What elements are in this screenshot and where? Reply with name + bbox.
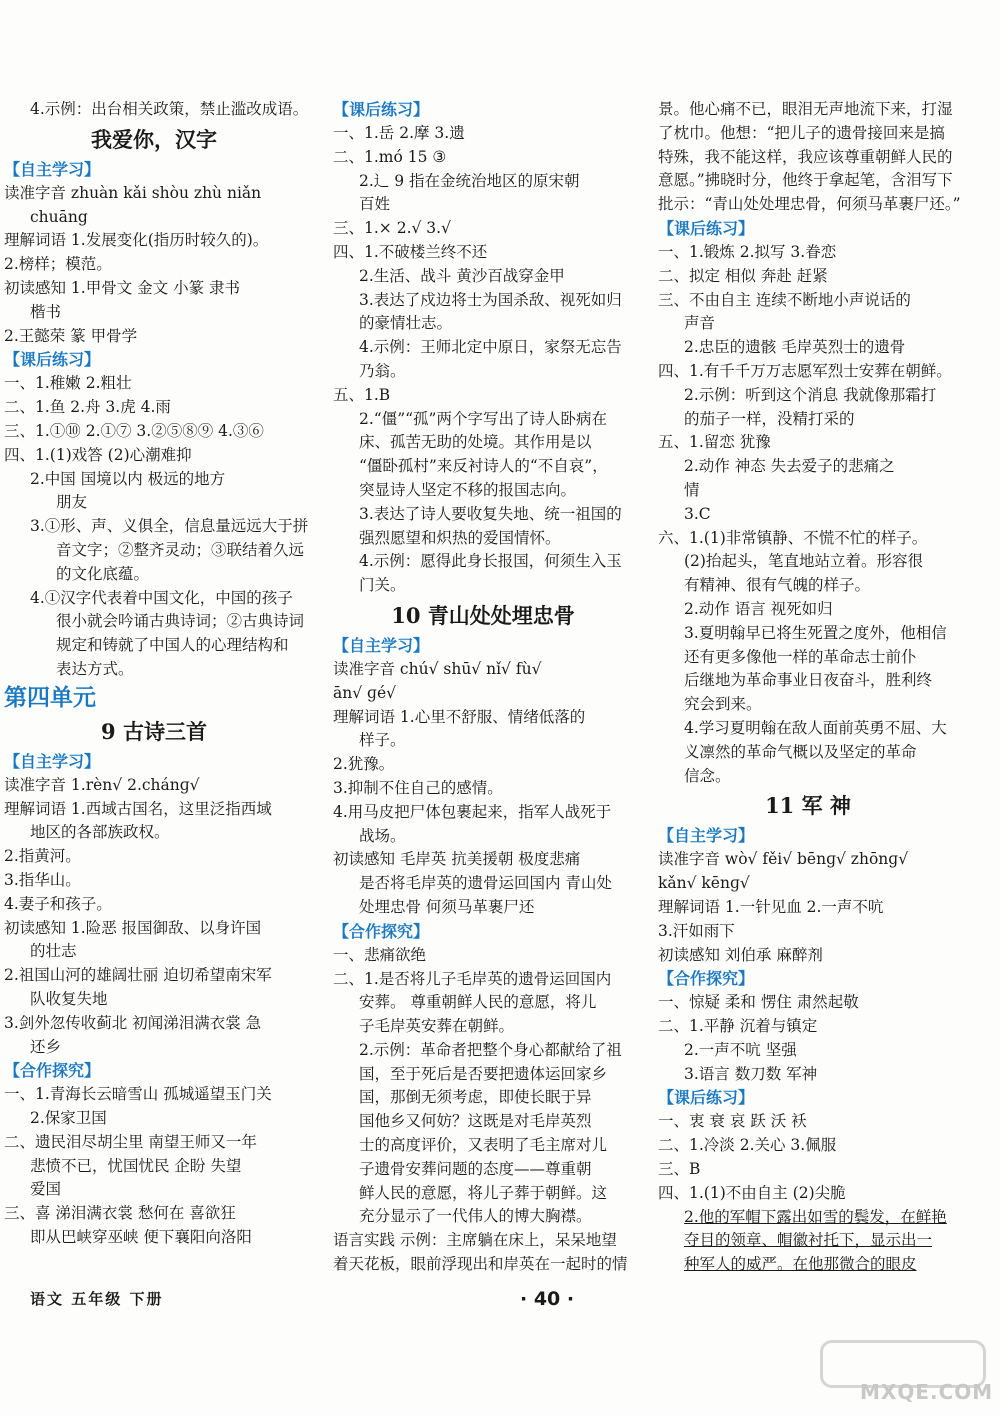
answer-line: 音文字；②整齐灵动；③联结着久远 xyxy=(56,540,305,559)
answer-line: 士的高度评价，又表明了毛主席对儿 xyxy=(359,1136,608,1155)
answer-line: 有精神、很有气魄的样子。 xyxy=(684,576,871,595)
answer-line: 3.C xyxy=(684,504,711,523)
answer-line: 即从巴峡穿巫峡 便下襄阳向洛阳 xyxy=(30,1228,252,1247)
answer-line: 二、1.冷淡 2.关心 3.佩服 xyxy=(658,1136,837,1155)
section-heading-label: 自主学习 xyxy=(20,751,85,771)
answer-line: 三、1.①⑩ 2.①⑦ 3.②⑤⑧⑨ 4.③⑥ xyxy=(4,421,264,440)
bracket-right: 】 xyxy=(738,1088,755,1108)
answer-line: (2)抬起头，笔直地站立着。形容很 xyxy=(684,552,923,571)
answer-line: 队收复失地 xyxy=(30,989,108,1008)
answer-line: 声音 xyxy=(684,314,716,333)
answer-line: 3.抑制不住自己的感情。 xyxy=(333,778,503,797)
answer-line: 3.汗如雨下 xyxy=(658,921,735,940)
bracket-left: 【 xyxy=(658,969,675,989)
answer-line: 3.语言 数刀数 军神 xyxy=(684,1064,818,1083)
answer-line: 三、喜 涕泪满衣裳 愁何在 喜欲狂 xyxy=(4,1204,236,1223)
section-heading-label: 课后练习 xyxy=(20,350,85,370)
answer-line: 的文化底蕴。 xyxy=(56,564,150,583)
answer-line: 子遗骨安葬问题的态度——尊重朝 xyxy=(359,1159,592,1178)
bracket-left: 【 xyxy=(333,100,350,119)
bracket-right: 】 xyxy=(84,1061,101,1081)
answer-line: 鲜人民的意愿，将儿子葬于朝鲜。这 xyxy=(359,1183,608,1202)
answer-line: 四、1.(1)不由自主 (2)尖脆 xyxy=(658,1183,846,1202)
answer-line: 2.示例：革命者把整个身心都献给了祖 xyxy=(359,1040,622,1059)
answer-line: 2.保家卫国 xyxy=(30,1109,107,1128)
answer-line: 三、B xyxy=(658,1160,701,1179)
bracket-left: 【 xyxy=(4,159,21,179)
answer-line: 着天花板，眼前浮现出和岸英在一起时的情 xyxy=(333,1255,628,1274)
answer-line: 一、1.青海长云暗雪山 孤城遥望玉门关 xyxy=(4,1085,272,1104)
answer-line: 4.示例：王师北定中原日，家祭无忘告 xyxy=(359,338,622,357)
answer-line: 理解词语 1.心里不舒服、情绪低落的 xyxy=(333,707,586,726)
lesson-title: 9 古诗三首 xyxy=(101,718,207,744)
column-left xyxy=(4,98,309,1250)
answer-line: 理解词语 1.发展变化(指历时较久的)。 xyxy=(4,231,269,250)
bracket-right: 】 xyxy=(413,921,430,941)
answer-line: 读准字音 1.rèn√ 2.chánɡ√ xyxy=(4,775,200,794)
answer-line: 2.祖国山河的雄阔壮丽 迫切希望南宋军 xyxy=(4,966,272,985)
answer-line: 种军人的威严。在他那微合的眼皮 xyxy=(684,1255,917,1274)
answer-line: 意愿。”拂晓时分，他终于拿起笔，含泪写下 xyxy=(658,171,953,190)
answer-line: kǎn√ kēnɡ√ xyxy=(658,874,750,893)
answer-line: 2.榜样；模范。 xyxy=(4,255,112,274)
answer-line: 4.①汉字代表着中国文化，中国的孩子 xyxy=(30,588,293,607)
answer-line: 4.示例：出台相关政策，禁止滥改成语。 xyxy=(30,100,309,118)
answer-line: 爱国 xyxy=(30,1180,62,1199)
answer-line: 乃翁。 xyxy=(359,361,406,380)
answer-line: 规定和铸就了中国人的心理结构和 xyxy=(56,636,289,655)
bracket-right: 】 xyxy=(413,100,430,119)
section-heading xyxy=(333,98,633,122)
answer-line: 床、孤苦无助的处境。其作用是以 xyxy=(359,433,592,452)
answer-line: 二、遗民泪尽胡尘里 南望王师又一年 xyxy=(4,1132,257,1151)
answer-line: 3.表达了戍边将士为国杀敌、视死如归 xyxy=(359,290,622,309)
section-heading xyxy=(4,1059,304,1083)
bracket-right: 】 xyxy=(84,350,101,370)
answer-line: 3.剑外忽传收蓟北 初闻涕泪满衣裳 急 xyxy=(4,1013,262,1032)
lesson-title: 我爱你，汉字 xyxy=(91,126,217,152)
answer-line: 读准字音 chú√ shū√ nǐ√ fù√ xyxy=(333,659,542,678)
bracket-left: 【 xyxy=(4,350,21,370)
answer-line: 处埋忠骨 何须马革裹尸还 xyxy=(359,897,535,916)
answer-line: 的茄子一样，没精打采的 xyxy=(684,409,855,428)
lesson-title: 10 青山处处埋忠骨 xyxy=(391,602,575,628)
answer-line: 二、拟定 相似 奔赴 赶紧 xyxy=(658,266,828,285)
answer-line: 夺目的领章、帽徽衬托下，显示出一 xyxy=(684,1231,933,1250)
answer-line: 理解词语 1.西域古国名，这里泛指西域 xyxy=(4,799,272,818)
answer-line: 2.动作 语言 视死如归 xyxy=(684,599,833,618)
answer-line: 了枕巾。他想：“把儿子的遗骨接回来是搞 xyxy=(658,123,945,142)
answer-line: 3.表达了诗人要收复失地、统一祖国的 xyxy=(359,504,622,523)
answer-line: 2.示例：听到这个消息 我就像那霜打 xyxy=(684,385,937,404)
section-heading xyxy=(658,967,958,991)
answer-line: 安葬。 尊重朝鲜人民的意愿，将儿 xyxy=(359,993,597,1012)
answer-line: 是否将毛岸英的遗骨运回国内 青山处 xyxy=(359,874,612,893)
bracket-left: 【 xyxy=(333,635,350,655)
section-heading xyxy=(4,158,304,182)
bracket-right: 】 xyxy=(738,969,755,989)
answer-line: 批示：“青山处处埋忠骨，何须马革裹尸还。” xyxy=(658,195,961,214)
bracket-left: 【 xyxy=(4,1061,21,1081)
answer-line: 4.妻子和孩子。 xyxy=(4,894,112,913)
answer-line: 2.“僵”“孤”两个字写出了诗人卧病在 xyxy=(359,409,607,428)
bracket-left: 【 xyxy=(658,826,675,846)
answer-line: 突显诗人坚定不移的报国志向。 xyxy=(359,480,577,499)
answer-line: 初读感知 1.甲骨文 金文 小篆 隶书 xyxy=(4,278,240,297)
answer-line: 还乡 xyxy=(30,1037,62,1056)
answer-line: 子毛岸英安葬在朝鲜。 xyxy=(359,1017,515,1036)
section-heading-label: 合作探究 xyxy=(674,969,739,989)
answer-line: 百姓 xyxy=(359,195,391,214)
bracket-left: 【 xyxy=(658,1088,675,1108)
section-heading-label: 课后练习 xyxy=(674,218,739,238)
lesson-title: 11 军 神 xyxy=(765,793,851,819)
bracket-left: 【 xyxy=(4,751,21,771)
answer-line: 一、悲痛欲绝 xyxy=(333,945,427,964)
answer-line: 三、不由自主 连续不断地小声说话的 xyxy=(658,290,911,309)
answer-line: 语言实践 示例：主席躺在床上，呆呆地望 xyxy=(333,1231,617,1250)
answer-line: 一、衷 衰 哀 跃 沃 袄 xyxy=(658,1112,807,1131)
answer-line: 一、惊疑 柔和 愣住 肃然起敬 xyxy=(658,993,859,1012)
section-heading-label: 合作探究 xyxy=(349,921,414,941)
answer-line: 楷书 xyxy=(30,302,62,321)
answer-line: 义凛然的革命气概以及坚定的革命 xyxy=(684,742,917,761)
column-right xyxy=(658,98,961,1277)
answer-line: 2.他的军帽下露出如雪的鬓发，在鲜艳 xyxy=(684,1207,947,1226)
answer-line: 二、1.是否将儿子毛岸英的遗骨运回国内 xyxy=(333,969,612,988)
answer-line: 2.动作 神态 失去爱子的悲痛之 xyxy=(684,457,895,476)
answer-line: ān√ ɡé√ xyxy=(333,683,396,702)
answer-line: chuāng xyxy=(30,207,88,226)
answer-line: 2.王懿荣 篆 甲骨学 xyxy=(4,326,138,345)
answer-line: 一、1.锻炼 2.拟写 3.眷恋 xyxy=(658,242,837,261)
watermark-logo xyxy=(820,1340,994,1410)
answer-line: 究会到来。 xyxy=(684,695,762,714)
answer-line: 理解词语 1.一针见血 2.一声不吭 xyxy=(658,897,884,916)
answer-line: 表达方式。 xyxy=(56,659,134,678)
answer-line: 还有更多像他一样的革命志士前仆 xyxy=(684,647,917,666)
section-heading-label: 自主学习 xyxy=(674,826,739,846)
answer-line: 战场。 xyxy=(359,826,406,845)
section-heading-label: 课后练习 xyxy=(674,1088,739,1108)
answer-line: 朋友 xyxy=(56,493,88,512)
book-label: 语文 五年级 下册 xyxy=(30,1290,164,1308)
answer-line: 的豪情壮志。 xyxy=(359,314,453,333)
answer-line: 四、1.(1)戏答 (2)心潮难抑 xyxy=(4,445,192,464)
bracket-right: 】 xyxy=(738,826,755,846)
bracket-left: 【 xyxy=(658,218,675,238)
bracket-left: 【 xyxy=(333,921,350,941)
section-heading xyxy=(333,920,633,944)
answer-line: 二、1.鱼 2.舟 3.虎 4.雨 xyxy=(4,398,171,417)
answer-line: 后继地为革命事业日夜奋斗，胜利终 xyxy=(684,671,933,690)
answer-line: 国，至于死后是否要把遗体运回家乡 xyxy=(359,1064,608,1083)
bracket-right: 】 xyxy=(738,218,755,238)
answer-line: “僵卧孤村”来反衬诗人的“不自哀”， xyxy=(359,457,608,476)
answer-line: 2.中国 国境以内 极远的地方 xyxy=(30,469,226,488)
answer-line: 国他乡又何妨？这既是对毛岸英烈 xyxy=(359,1112,592,1131)
answer-line: 三、1.× 2.√ 3.√ xyxy=(333,219,451,238)
bracket-right: 】 xyxy=(84,751,101,771)
answer-line: 强烈愿望和炽热的爱国情怀。 xyxy=(359,528,561,547)
answer-line: 读准字音 wò√ fěi√ bēnɡ√ zhōnɡ√ xyxy=(658,850,909,869)
answer-line: 充分显示了一代伟人的博大胸襟。 xyxy=(359,1207,592,1226)
section-heading xyxy=(658,824,958,848)
answer-line: 2.忠臣的遗骸 毛岸英烈士的遗骨 xyxy=(684,338,906,357)
page-number: · 40 · xyxy=(520,1288,575,1310)
answer-line: 四、1.不破楼兰终不还 xyxy=(333,242,488,261)
answer-line: 国，那倒无须考虑，即使长眠于异 xyxy=(359,1088,592,1107)
answer-line: 六、1.(1)非常镇静、不慌不忙的样子。 xyxy=(658,528,928,547)
answer-line: 情 xyxy=(684,480,700,499)
answer-line: 读准字音 zhuàn kǎi shòu zhù niǎn xyxy=(4,183,262,202)
answer-line: 门关。 xyxy=(359,576,406,595)
section-heading-label: 合作探究 xyxy=(20,1061,85,1081)
answer-line: 初读感知 刘伯承 麻醉剂 xyxy=(658,945,823,964)
answer-line: 3.指华山。 xyxy=(4,870,81,889)
answer-line: 一、1.稚嫩 2.粗壮 xyxy=(4,374,132,393)
answer-line: 特殊，我不能这样，我应该尊重朝鲜人民的 xyxy=(658,147,953,166)
bracket-right: 】 xyxy=(413,635,430,655)
section-heading xyxy=(658,1086,958,1110)
answer-line: 2.一声不吭 坚强 xyxy=(684,1040,797,1059)
answer-line: 4.学习夏明翰在敌人面前英勇不屈、大 xyxy=(684,718,947,737)
answer-line: 景。他心痛不已，眼泪无声地流下来，打湿 xyxy=(658,100,953,118)
section-heading xyxy=(333,634,633,658)
answer-line: 五、1.B xyxy=(333,385,391,404)
bracket-right: 】 xyxy=(84,159,101,179)
answer-line: 2.犹豫。 xyxy=(333,755,395,774)
answer-line: 二、1.平静 沉着与镇定 xyxy=(658,1017,818,1036)
watermark-text: MXQE.COM xyxy=(860,1380,994,1404)
answer-line: 2.生活、战斗 黄沙百战穿金甲 xyxy=(359,266,565,285)
answer-line: 2.辶 9 指在金统治地区的原宋朝 xyxy=(359,171,580,190)
answer-line: 样子。 xyxy=(359,731,406,750)
answer-line: 四、1.有千千万万志愿军烈士安葬在朝鲜。 xyxy=(658,361,952,380)
column-middle xyxy=(333,98,633,1277)
answer-line: 一、1.岳 2.摩 3.遗 xyxy=(333,124,465,142)
section-heading-label: 课后练习 xyxy=(349,100,414,119)
section-heading-label: 自主学习 xyxy=(20,159,85,179)
answer-line: 初读感知 毛岸英 抗美援朝 极度悲痛 xyxy=(333,850,581,869)
answer-line: 悲愤不已，忧国忧民 企盼 失望 xyxy=(30,1156,242,1175)
answer-line: 3.①形、声、义俱全，信息量远远大于拼 xyxy=(30,517,309,536)
section-heading xyxy=(4,750,304,774)
answer-line: 很小就会吟诵古典诗词；②古典诗词 xyxy=(56,612,305,631)
answer-line: 的壮志 xyxy=(30,942,77,961)
answer-line: 2.指黄河。 xyxy=(4,847,81,866)
unit-title: 第四单元 xyxy=(4,684,96,711)
section-heading xyxy=(658,217,958,241)
answer-line: 二、1.mó 15 ③ xyxy=(333,147,447,166)
section-heading xyxy=(4,348,304,372)
answer-line: 五、1.留恋 犹豫 xyxy=(658,433,771,452)
answer-line: 信念。 xyxy=(684,766,731,785)
answer-line: 4.示例：愿得此身长报国，何须生入玉 xyxy=(359,552,622,571)
answer-line: 初读感知 1.险恶 报国御敌、以身许国 xyxy=(4,918,262,937)
answer-line: 3.夏明翰早已将生死置之度外，他相信 xyxy=(684,623,947,642)
answer-line: 4.用马皮把尸体包裹起来，指军人战死于 xyxy=(333,802,612,821)
section-heading-label: 自主学习 xyxy=(349,635,414,655)
answer-line: 地区的各部族政权。 xyxy=(30,823,170,842)
